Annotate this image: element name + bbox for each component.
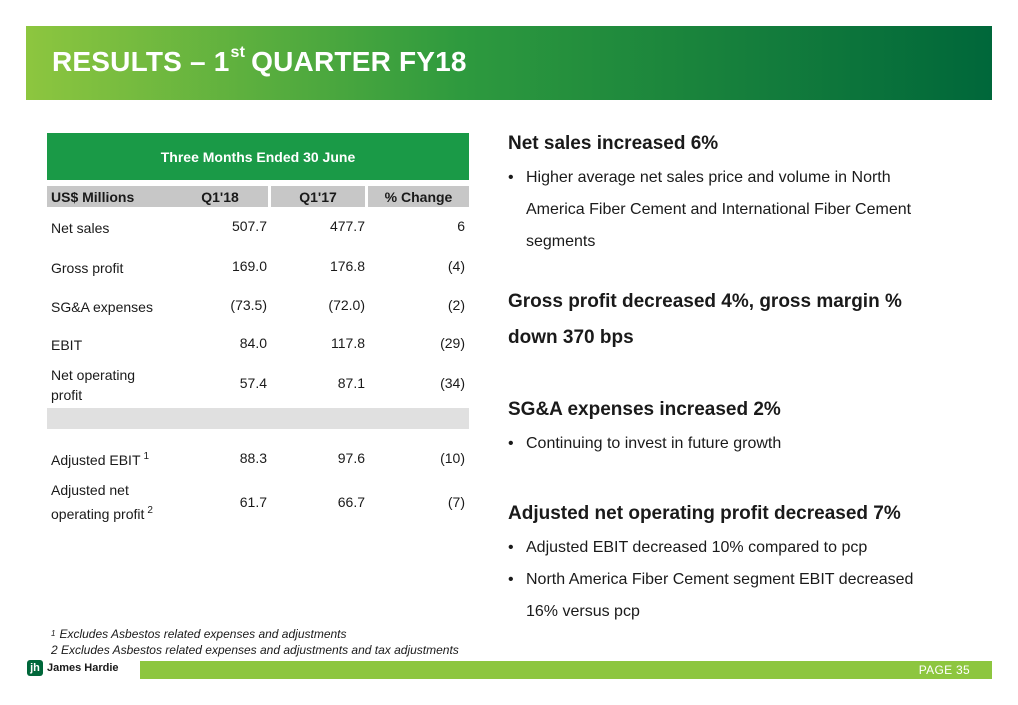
row-label-text: operating profit <box>51 506 145 522</box>
table-row <box>47 297 469 317</box>
bullet-text-line: Adjusted EBIT decreased 10% compared to pcp <box>526 539 868 556</box>
section-heading: Adjusted net operating profit decreased 7% <box>508 503 901 524</box>
row-label-text: Adjusted EBIT <box>51 452 141 468</box>
row-label: EBIT <box>51 337 83 353</box>
section-heading-line1: Gross profit decreased 4%, gross margin % <box>508 291 902 312</box>
bullet-item <box>508 162 978 258</box>
section-sga <box>508 392 978 460</box>
footnote-1 <box>51 626 459 642</box>
row-label-line2: profit <box>51 387 83 403</box>
logo-icon: jh <box>27 660 43 676</box>
bullet-text-line: Continuing to invest in future growth <box>526 435 782 452</box>
section-heading: SG&A expenses increased 2% <box>508 399 781 420</box>
bullet-item <box>508 564 978 628</box>
row-label-line1: Adjusted net <box>51 482 129 498</box>
table-row <box>47 365 469 405</box>
bullet-item <box>508 532 978 564</box>
section-adjusted-nop <box>508 496 978 628</box>
table-row <box>47 335 469 355</box>
page-number: PAGE 35 <box>918 663 970 677</box>
bullet-text-line: North America Fiber Cement segment EBIT decreased <box>526 571 914 588</box>
cell-q117: 477.7 <box>329 218 365 234</box>
cell-q118: 61.7 <box>239 494 267 510</box>
title-rest: QUARTER FY18 <box>251 46 467 77</box>
column-header-q118: Q1'18 <box>172 186 268 207</box>
row-label-line2 <box>51 504 153 524</box>
cell-q118: 169.0 <box>231 258 267 274</box>
footnote-1-mark: 1 <box>51 629 56 638</box>
table-separator <box>47 408 469 429</box>
column-header-units: US$ Millions <box>47 186 172 207</box>
cell-q117: 97.6 <box>337 450 365 466</box>
footnotes <box>51 626 459 658</box>
bullet-icon: • <box>508 539 514 556</box>
footnote-marker: 1 <box>143 451 150 462</box>
cell-q118: 57.4 <box>239 375 267 391</box>
title-bar <box>26 26 992 100</box>
cell-q118: 507.7 <box>231 218 267 234</box>
section-net-sales <box>508 126 978 258</box>
cell-change: 6 <box>457 218 465 234</box>
cell-q117: 176.8 <box>329 258 365 274</box>
logo-text: James Hardie <box>47 662 119 674</box>
cell-q117: 87.1 <box>337 375 365 391</box>
slide-title <box>52 46 467 78</box>
section-heading-line2: down 370 bps <box>508 327 634 348</box>
cell-q117: (72.0) <box>328 297 365 313</box>
cell-q118: 88.3 <box>239 450 267 466</box>
title-superscript: st <box>230 44 246 61</box>
cell-change: (7) <box>447 494 465 510</box>
table-row <box>47 218 469 238</box>
bullet-icon: • <box>508 571 514 588</box>
cell-q117: 117.8 <box>331 335 365 351</box>
bullet-icon: • <box>508 435 514 452</box>
row-label: Net sales <box>51 220 110 236</box>
table-row <box>47 258 469 278</box>
section-heading: Net sales increased 6% <box>508 133 719 154</box>
cell-change: (2) <box>447 297 465 313</box>
cell-q118: (73.5) <box>230 297 267 313</box>
row-label <box>51 450 149 470</box>
footnote-2: 2 Excludes Asbestos related expenses and adjustments and tax adjustments <box>51 643 459 657</box>
cell-q117: 66.7 <box>337 494 365 510</box>
bullet-icon: • <box>508 169 514 186</box>
footer-bar <box>140 661 992 679</box>
title-main: RESULTS – 1 <box>52 46 230 77</box>
company-logo <box>27 660 119 676</box>
column-header-q117: Q1'17 <box>271 186 365 207</box>
table-row <box>47 450 469 470</box>
table-header: Three Months Ended 30 June <box>47 133 469 180</box>
bullet-text-line: America Fiber Cement and International Fiber Cement <box>526 201 912 218</box>
cell-q118: 84.0 <box>239 335 267 351</box>
bullet-text-line: segments <box>526 233 596 250</box>
footnote-marker: 2 <box>147 505 153 516</box>
footnote-1-text: Excludes Asbestos related expenses and adjustments <box>59 627 347 641</box>
row-label: SG&A expenses <box>51 299 153 315</box>
section-gross-profit <box>508 284 978 356</box>
bullet-text-line: 16% versus pcp <box>526 603 640 620</box>
row-label: Gross profit <box>51 260 124 276</box>
cell-change: (34) <box>440 375 465 391</box>
table-row <box>47 480 469 526</box>
bullet-item <box>508 428 978 460</box>
column-header-change: % Change <box>368 186 469 207</box>
cell-change: (29) <box>440 335 465 351</box>
row-label-line1: Net operating <box>51 367 136 383</box>
bullet-text-line: Higher average net sales price and volume in North <box>526 169 891 186</box>
cell-change: (10) <box>440 450 465 466</box>
cell-change: (4) <box>447 258 465 274</box>
